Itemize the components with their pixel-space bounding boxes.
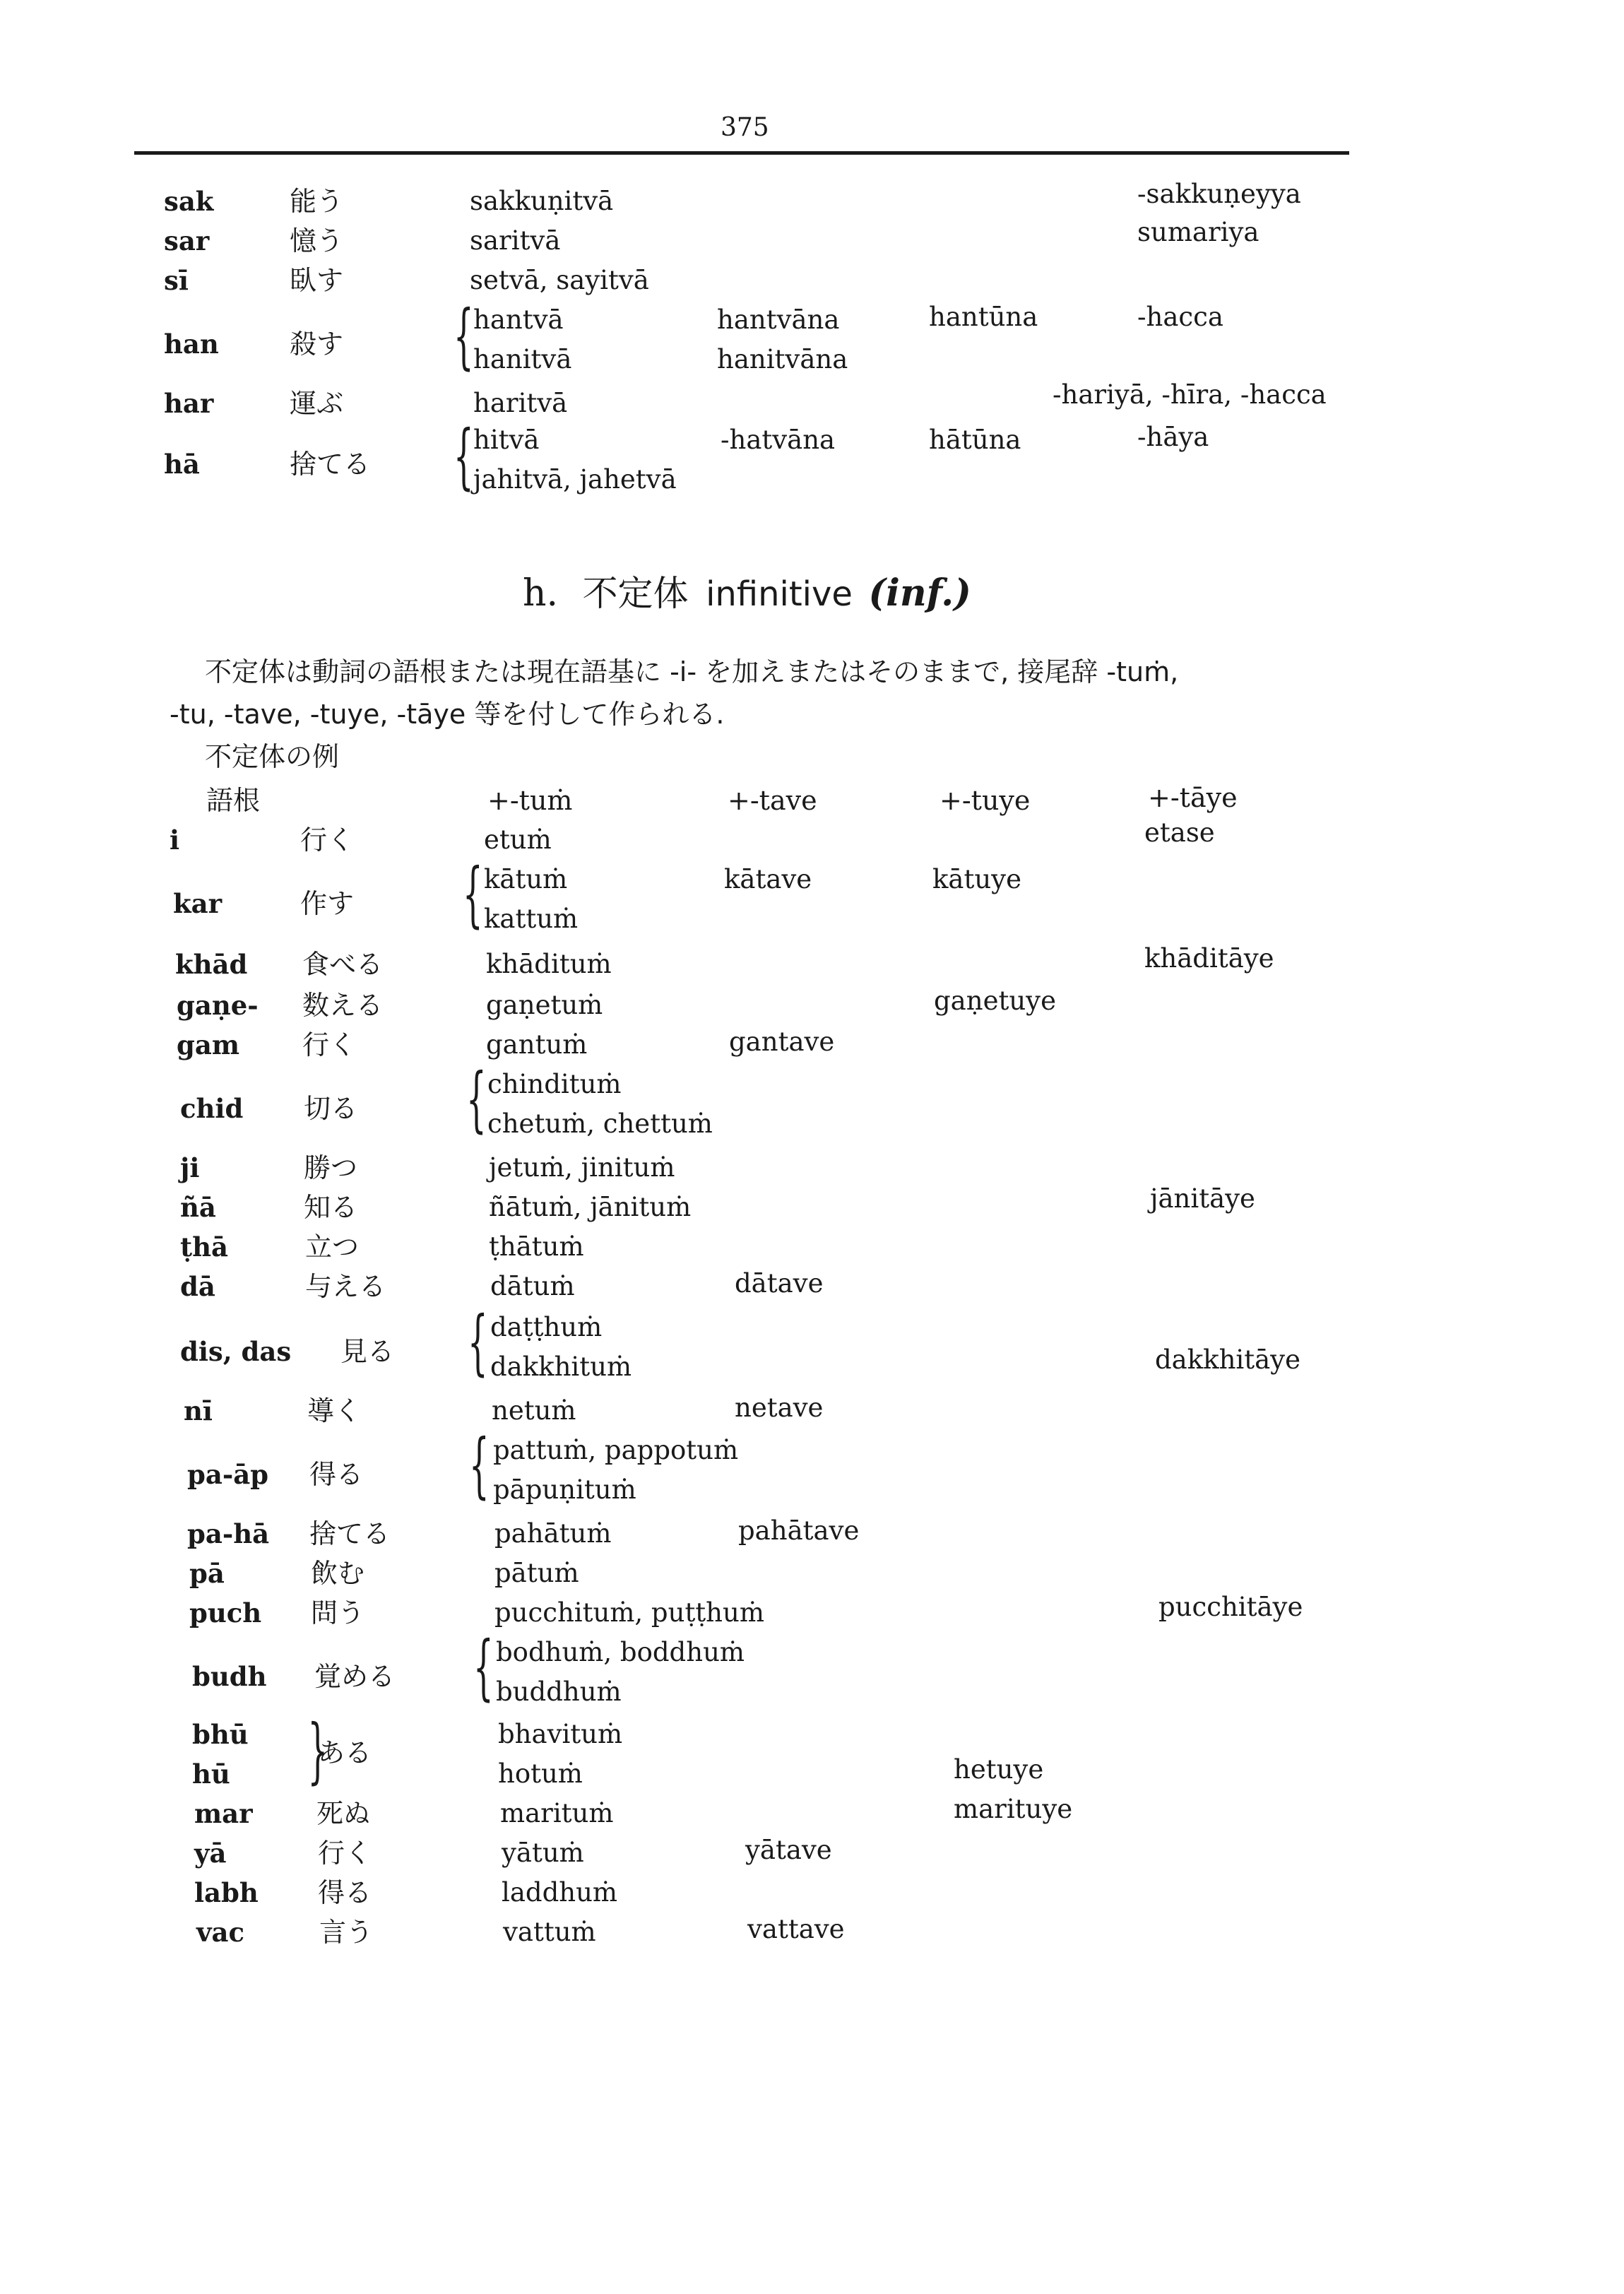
brace: { xyxy=(463,853,483,935)
form-tva: sakkuṇitvā xyxy=(470,186,614,216)
header-tave: +-tave xyxy=(728,785,817,816)
root-word: chid xyxy=(180,1093,244,1124)
meaning: 捨てる xyxy=(309,1518,391,1549)
meaning: 行く xyxy=(302,1029,357,1060)
form-tum: kattuṁ xyxy=(484,904,579,934)
form-ya: -hariyā, -hīra, -hacca xyxy=(1053,379,1327,410)
form-tum: buddhuṁ xyxy=(496,1677,622,1707)
form-tum: bhavituṁ xyxy=(498,1719,623,1749)
form-tvana: hanitvāna xyxy=(717,344,848,374)
page-number: 375 xyxy=(721,113,769,142)
form-tvana: hantvāna xyxy=(717,305,840,335)
root-word: pa-hā xyxy=(187,1518,270,1549)
header-rule xyxy=(134,151,1349,155)
root-word: dā xyxy=(180,1271,215,1302)
brace: { xyxy=(469,1424,490,1506)
meaning: 立つ xyxy=(305,1231,360,1263)
meaning: 見る xyxy=(340,1336,395,1367)
form-tum: yātuṁ xyxy=(502,1838,584,1868)
form-tva: hantvā xyxy=(473,305,564,335)
form-tum: jetuṁ, jinituṁ xyxy=(489,1152,675,1183)
root-word: vac xyxy=(196,1917,245,1948)
form-tum: gantuṁ xyxy=(486,1029,588,1060)
meaning: 死ぬ xyxy=(316,1798,371,1829)
root-word: gaṇe- xyxy=(177,990,259,1021)
section-title-jp: 不定体 xyxy=(582,573,689,614)
form-taye: khāditāye xyxy=(1144,943,1274,974)
meaning: 飲む xyxy=(311,1558,365,1589)
form-tum: pahātuṁ xyxy=(494,1518,612,1549)
header-root: 語根 xyxy=(206,785,261,816)
brace: { xyxy=(307,1709,328,1792)
form-tave: yātave xyxy=(745,1835,832,1865)
meaning: 能う xyxy=(290,186,344,217)
meaning: 殺す xyxy=(290,329,344,360)
root-word: mar xyxy=(194,1798,253,1829)
form-tum: pātuṁ xyxy=(494,1558,579,1588)
header-tuye: +-tuye xyxy=(940,785,1031,816)
root-word: labh xyxy=(194,1877,259,1908)
brace: { xyxy=(466,1058,487,1140)
form-taye: etase xyxy=(1144,817,1215,848)
form-tum: dātuṁ xyxy=(490,1271,575,1301)
form-ya: sumariya xyxy=(1137,217,1260,247)
form-tum: kātuṁ xyxy=(484,864,568,894)
section-abbr: (inf.) xyxy=(868,572,971,615)
meaning: 数える xyxy=(302,990,384,1021)
root-word: pā xyxy=(189,1558,225,1589)
section-heading xyxy=(523,565,971,616)
meaning: 作す xyxy=(300,888,355,919)
form-taye: jānitāye xyxy=(1150,1183,1255,1214)
meaning: 臥す xyxy=(290,265,344,296)
section-title-en: infinitive xyxy=(706,574,853,614)
form-tum: chindituṁ xyxy=(487,1069,622,1099)
form-tum: netuṁ xyxy=(492,1395,576,1426)
form-tum: hotuṁ xyxy=(498,1758,583,1789)
root-word: puch xyxy=(189,1597,262,1628)
header-taye: +-tāye xyxy=(1148,782,1238,813)
form-tave: netave xyxy=(735,1393,824,1423)
root-word: ñā xyxy=(180,1192,216,1223)
form-tva: hanitvā xyxy=(473,344,572,374)
meaning: 食べる xyxy=(302,949,384,980)
form-tum: pattuṁ, pappotuṁ xyxy=(493,1435,739,1465)
meaning: 得る xyxy=(318,1877,372,1908)
root-word: dis, das xyxy=(180,1336,292,1367)
form-tuye: gaṇetuye xyxy=(934,986,1056,1016)
meaning: 与える xyxy=(305,1271,386,1302)
root-word: ṭhā xyxy=(180,1231,228,1263)
form-tva: setvā, sayitvā xyxy=(470,265,649,295)
header-tum: +-tuṁ xyxy=(487,785,573,816)
form-tum: pāpuṇituṁ xyxy=(493,1474,636,1505)
meaning: ある xyxy=(318,1737,372,1768)
root-word: sak xyxy=(164,186,214,217)
form-tave: kātave xyxy=(724,864,812,894)
form-tum: ñātuṁ, jānituṁ xyxy=(489,1192,692,1222)
form-tuna: hantūna xyxy=(929,302,1038,332)
root-word: nī xyxy=(184,1395,213,1426)
form-tave: pahātave xyxy=(738,1515,860,1546)
meaning: 憶う xyxy=(290,225,344,256)
form-tum: gaṇetuṁ xyxy=(486,990,603,1020)
form-tuna: hātūna xyxy=(929,425,1021,455)
meaning: 言う xyxy=(319,1917,374,1948)
form-tuye: kātuye xyxy=(932,864,1021,894)
form-tum: daṭṭhuṁ xyxy=(490,1312,603,1342)
form-tave: gantave xyxy=(729,1027,835,1057)
form-taye: pucchitāye xyxy=(1158,1592,1303,1622)
meaning: 切る xyxy=(304,1093,358,1124)
root-word: yā xyxy=(194,1838,227,1869)
form-tum: laddhuṁ xyxy=(502,1877,618,1908)
form-tum: khādituṁ xyxy=(486,949,612,979)
form-tvana: -hatvāna xyxy=(721,425,836,455)
root-word: ji xyxy=(180,1152,200,1183)
form-tva: jahitvā, jahetvā xyxy=(473,464,677,495)
section-letter: h. xyxy=(523,572,559,615)
meaning: 覚める xyxy=(314,1661,396,1692)
root-word: sī xyxy=(164,265,189,296)
form-ya: -sakkuṇeyya xyxy=(1137,179,1301,209)
form-tum: pucchituṁ, puṭṭhuṁ xyxy=(494,1597,764,1628)
form-tum: dakkhituṁ xyxy=(490,1352,632,1382)
form-ya: -hacca xyxy=(1137,302,1223,332)
root-word: har xyxy=(164,388,214,419)
meaning: 行く xyxy=(318,1838,372,1869)
brace: { xyxy=(473,1626,494,1708)
form-tave: vattave xyxy=(747,1914,845,1944)
meaning: 勝つ xyxy=(304,1152,358,1183)
form-tum: vattuṁ xyxy=(503,1917,596,1947)
meaning: 問う xyxy=(311,1597,365,1628)
intro-line-2: -tu, -tave, -tuye, -tāye 等を付して作られる. xyxy=(170,699,725,730)
root-word: i xyxy=(170,824,180,856)
form-tum: ṭhātuṁ xyxy=(489,1231,584,1262)
intro-line-1: 不定体は動詞の語根または現在語基に -i- を加えまたはそのままで, 接尾辞 -tuṁ, xyxy=(205,656,1179,687)
root-word: hū xyxy=(192,1758,230,1790)
root-word: pa-āp xyxy=(187,1459,269,1490)
examples-label: 不定体の例 xyxy=(205,741,340,772)
form-tum: bodhuṁ, boddhuṁ xyxy=(496,1637,745,1667)
brace: { xyxy=(454,295,474,377)
form-tum: chetuṁ, chettuṁ xyxy=(487,1108,713,1139)
brace: { xyxy=(454,415,474,497)
root-word: gam xyxy=(177,1029,239,1060)
meaning: 知る xyxy=(304,1192,358,1223)
form-taye: dakkhitāye xyxy=(1155,1344,1300,1375)
root-word: kar xyxy=(173,888,223,919)
meaning: 運ぶ xyxy=(290,388,344,419)
form-ya: -hāya xyxy=(1137,422,1209,452)
meaning: 行く xyxy=(300,824,355,856)
root-word: sar xyxy=(164,225,210,256)
form-tum: etuṁ xyxy=(484,824,552,855)
form-tuye: marituye xyxy=(954,1794,1073,1824)
root-word: hā xyxy=(164,449,200,480)
form-tva: hitvā xyxy=(473,425,540,455)
root-word: bhū xyxy=(192,1719,249,1750)
root-word: khād xyxy=(175,949,248,980)
root-word: budh xyxy=(192,1661,267,1692)
form-tva: saritvā xyxy=(470,225,561,256)
form-tum: marituṁ xyxy=(500,1798,614,1828)
brace: { xyxy=(468,1301,488,1383)
form-tuye: hetuye xyxy=(954,1754,1044,1785)
form-tave: dātave xyxy=(735,1268,824,1299)
meaning: 捨てる xyxy=(290,449,371,480)
meaning: 得る xyxy=(309,1459,364,1490)
meaning: 導く xyxy=(307,1395,362,1426)
form-tva: haritvā xyxy=(473,388,568,418)
root-word: han xyxy=(164,329,219,360)
